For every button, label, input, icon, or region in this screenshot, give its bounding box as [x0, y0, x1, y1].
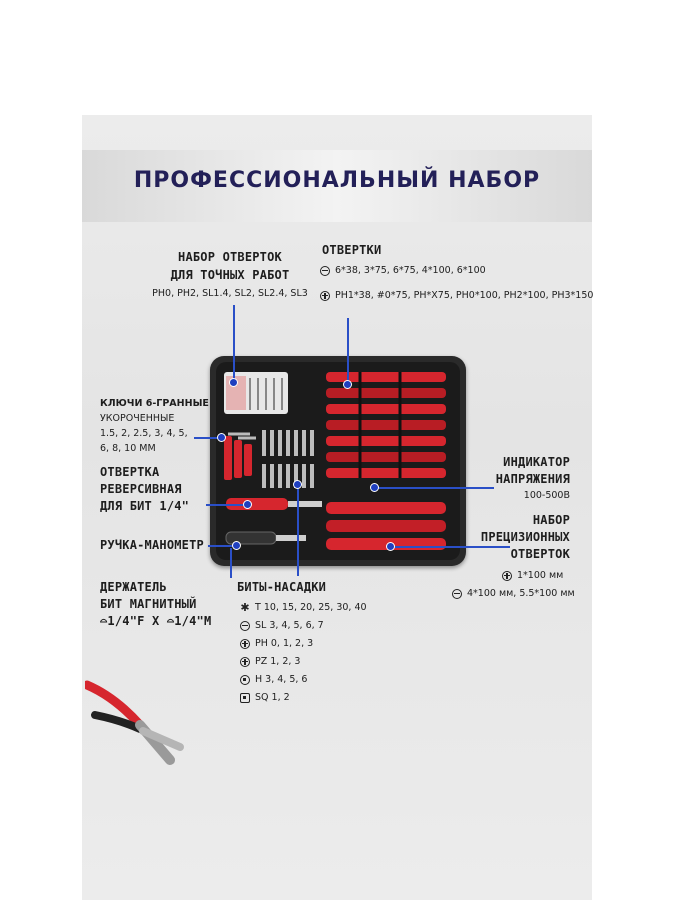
- bits-hex: H 3, 4, 5, 6: [255, 674, 308, 685]
- voltage-line2: НАПРЯЖЕНИЯ: [495, 472, 570, 486]
- bits-row: [240, 602, 367, 613]
- precision-drivers-slot-row: [452, 588, 575, 599]
- slot-icon: [452, 589, 462, 599]
- screwdrivers-slot-row: [320, 265, 486, 276]
- connector-reversible: [206, 504, 246, 506]
- marker-screwdrivers: [343, 380, 352, 389]
- reversible-line3: ДЛЯ БИТ 1/4": [100, 499, 190, 513]
- screwdrivers-slot: 6*38, 3*75, 6*75, 4*100, 6*100: [335, 265, 486, 276]
- square-icon: [240, 693, 250, 703]
- bits-row: [240, 692, 290, 703]
- pozidriv-icon: [240, 657, 250, 667]
- hex-keys-line3: 1.5, 2, 2.5, 3, 4, 5,: [100, 428, 188, 439]
- holder-line3: ⌓1/4"F X ⌓1/4"M: [100, 614, 212, 628]
- precision-set-line1: НАБОР ОТВЕРТОК: [178, 250, 282, 264]
- connector-bits: [297, 483, 299, 576]
- hex-keys-line4: 6, 8, 10 ММ: [100, 443, 156, 454]
- precision-drivers-line1: НАБОР: [532, 513, 570, 527]
- precision-set-line2: ДЛЯ ТОЧНЫХ РАБОТ: [170, 268, 290, 282]
- slot-icon: [320, 266, 330, 276]
- bits-slot: SL 3, 4, 5, 6, 7: [255, 620, 324, 631]
- bits-torx: T 10, 15, 20, 25, 30, 40: [255, 602, 367, 613]
- hex-keys-line2: УКОРОЧЕННЫЕ: [100, 413, 175, 424]
- page-title: ПРОФЕССИОНАЛЬНЫЙ НАБОР: [133, 168, 541, 193]
- bits-phillips: PH 0, 1, 2, 3: [255, 638, 314, 649]
- hex-icon: [240, 675, 250, 685]
- marker-handle: [232, 541, 241, 550]
- phillips-icon: [502, 571, 512, 581]
- phillips-icon: [240, 639, 250, 649]
- connector-voltage: [374, 487, 494, 489]
- connector-precision-set: [233, 305, 235, 383]
- bits-row: [240, 638, 313, 649]
- reversible-line2: РЕВЕРСИВНАЯ: [100, 482, 182, 496]
- holder-line1: ДЕРЖАТЕЛЬ: [100, 580, 167, 594]
- bits-pozidriv: PZ 1, 2, 3: [255, 656, 301, 667]
- precision-drivers-phillips-row: [502, 570, 563, 581]
- marker-hex-keys: [217, 433, 226, 442]
- marker-precision-set: [229, 378, 238, 387]
- bits-row: [240, 656, 300, 667]
- pliers-image: [85, 665, 190, 775]
- screwdrivers-phillips: PH1*38, #0*75, PH*X75, PH0*100, PH2*100, PH3*150: [335, 290, 594, 301]
- marker-bits: [293, 480, 302, 489]
- screwdrivers-phillips-row: [320, 290, 593, 301]
- screwdrivers-title: ОТВЕРТКИ: [322, 243, 382, 257]
- marker-reversible: [243, 500, 252, 509]
- voltage-sub: 100-500В: [523, 490, 570, 501]
- handle-label: РУЧКА-МАНОМЕТР: [100, 538, 204, 552]
- reversible-line1: ОТВЕРТКА: [100, 465, 160, 479]
- torx-icon: ✱: [240, 600, 250, 614]
- phillips-icon: [320, 291, 330, 301]
- precision-drivers-line3: ОТВЕРТОК: [510, 547, 570, 561]
- bits-row: [240, 674, 307, 685]
- precision-drivers-phillips: 1*100 мм: [517, 570, 564, 581]
- bits-row: [240, 620, 324, 631]
- connector-holder: [230, 548, 232, 578]
- precision-drivers-line2: ПРЕЦИЗИОННЫХ: [480, 530, 570, 544]
- precision-drivers-slot: 4*100 мм, 5.5*100 мм: [467, 588, 575, 599]
- holder-line2: БИТ МАГНИТНЫЙ: [100, 597, 197, 611]
- voltage-line1: ИНДИКАТОР: [503, 455, 570, 469]
- precision-set-sub: PH0, PH2, SL1.4, SL2, SL2.4, SL3: [152, 288, 308, 299]
- connector-screwdrivers: [347, 318, 349, 382]
- hex-keys-line1: КЛЮЧИ 6-ГРАННЫЕ: [100, 398, 209, 409]
- bits-title: БИТЫ-НАСАДКИ: [237, 580, 327, 594]
- bits-square: SQ 1, 2: [255, 692, 290, 703]
- marker-precision-drivers: [386, 542, 395, 551]
- slot-icon: [240, 621, 250, 631]
- marker-voltage: [370, 483, 379, 492]
